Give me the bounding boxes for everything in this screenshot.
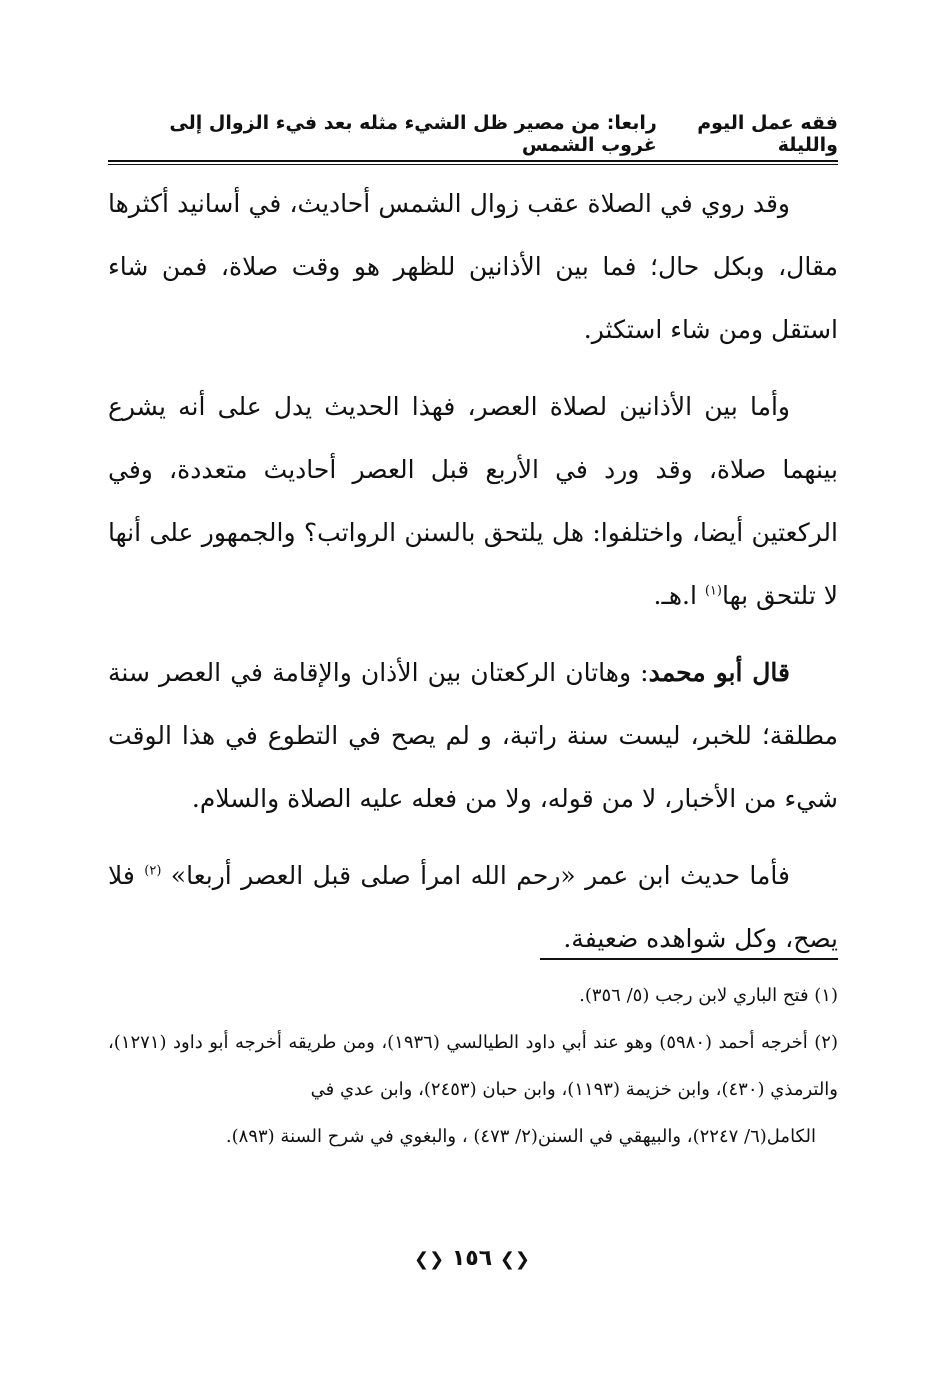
footnote-text: الكامل(٦/ ٢٢٤٧)، والبيهقي في السنن(٢/ ٤٧٣) ، والبغوي في شرح السنة (٨٩٣). <box>225 1126 816 1147</box>
paragraph-text: فأما حديث ابن عمر «رحم الله امرأ صلى قبل العصر أربعا» <box>161 861 790 890</box>
running-header <box>108 112 838 156</box>
footnote-text: (١) فتح الباري لابن رجب (٥/ ٣٥٦). <box>579 985 838 1006</box>
paragraph-tail: ا.هـ. <box>653 581 705 610</box>
footnote-marker[interactable]: (١) <box>704 583 722 599</box>
paragraph <box>108 375 838 627</box>
footnotes <box>108 972 838 1160</box>
main-text <box>108 172 838 970</box>
footnote <box>108 1019 838 1113</box>
paragraph <box>108 844 838 970</box>
page-number <box>0 1246 944 1271</box>
footnote <box>108 972 838 1019</box>
paragraph-text: : وهاتان الركعتان بين الأذان والإقامة في العصر سنة مطلقة؛ للخبر، ليست سنة راتبة، و لم يصح في التطوع في هذا الوقت شيء من الأخبار، لا من قوله، ولا من فعله عليه الصلاة والسلام. <box>108 658 838 813</box>
paragraph-text: وأما بين الأذانين لصلاة العصر، فهذا الحديث يدل على أنه يشرع بينهما صلاة، وقد ورد في الأربع قبل العصر أحاديث متعددة، وفي الركعتين أيضا، واختلفوا: هل يلتحق بالسنن الرواتب؟ والجمهور على أنها لا تلتحق بها <box>108 392 838 610</box>
footnote-text: (٢) أخرجه أحمد (٥٩٨٠) وهو عند أبي داود الطيالسي (١٩٣٦)، ومن طريقه أخرجه أبو داود (١٢٧١)، والترمذي (٤٣٠)، وابن خزيمة (١١٩٣)، وابن حبان (٢٤٥٣)، وابن عدي في <box>108 1032 838 1100</box>
footnote-continuation <box>108 1113 838 1160</box>
footnote-marker[interactable]: (٢) <box>144 863 162 879</box>
paragraph-text: وقد روي في الصلاة عقب زوال الشمس أحاديث، في أسانيد أكثرها مقال، وبكل حال؛ فما بين الأذانين للظهر هو وقت صلاة، فمن شاء استقل ومن شاء استكثر. <box>108 189 838 344</box>
speaker-lead: قال أبو محمد <box>648 658 790 687</box>
paragraph <box>108 172 838 361</box>
chapter-title: رابعا: من مصير ظل الشيء مثله بعد فيء الزوال إلى غروب الشمس <box>169 112 657 156</box>
ornament-left-icon: ❮❯ <box>499 1249 530 1270</box>
paragraph <box>108 641 838 830</box>
book-title: فقه عمل اليوم والليلة <box>697 112 838 156</box>
paragraph-tail: فلا يصح، وكل شواهده ضعيفة. <box>108 861 838 953</box>
footnote-separator <box>540 958 838 960</box>
page-number-value: ١٥٦ <box>451 1246 493 1271</box>
header-rule-thin <box>108 164 838 165</box>
ornament-right-icon: ❮❯ <box>414 1249 445 1270</box>
header-rule <box>108 160 838 162</box>
